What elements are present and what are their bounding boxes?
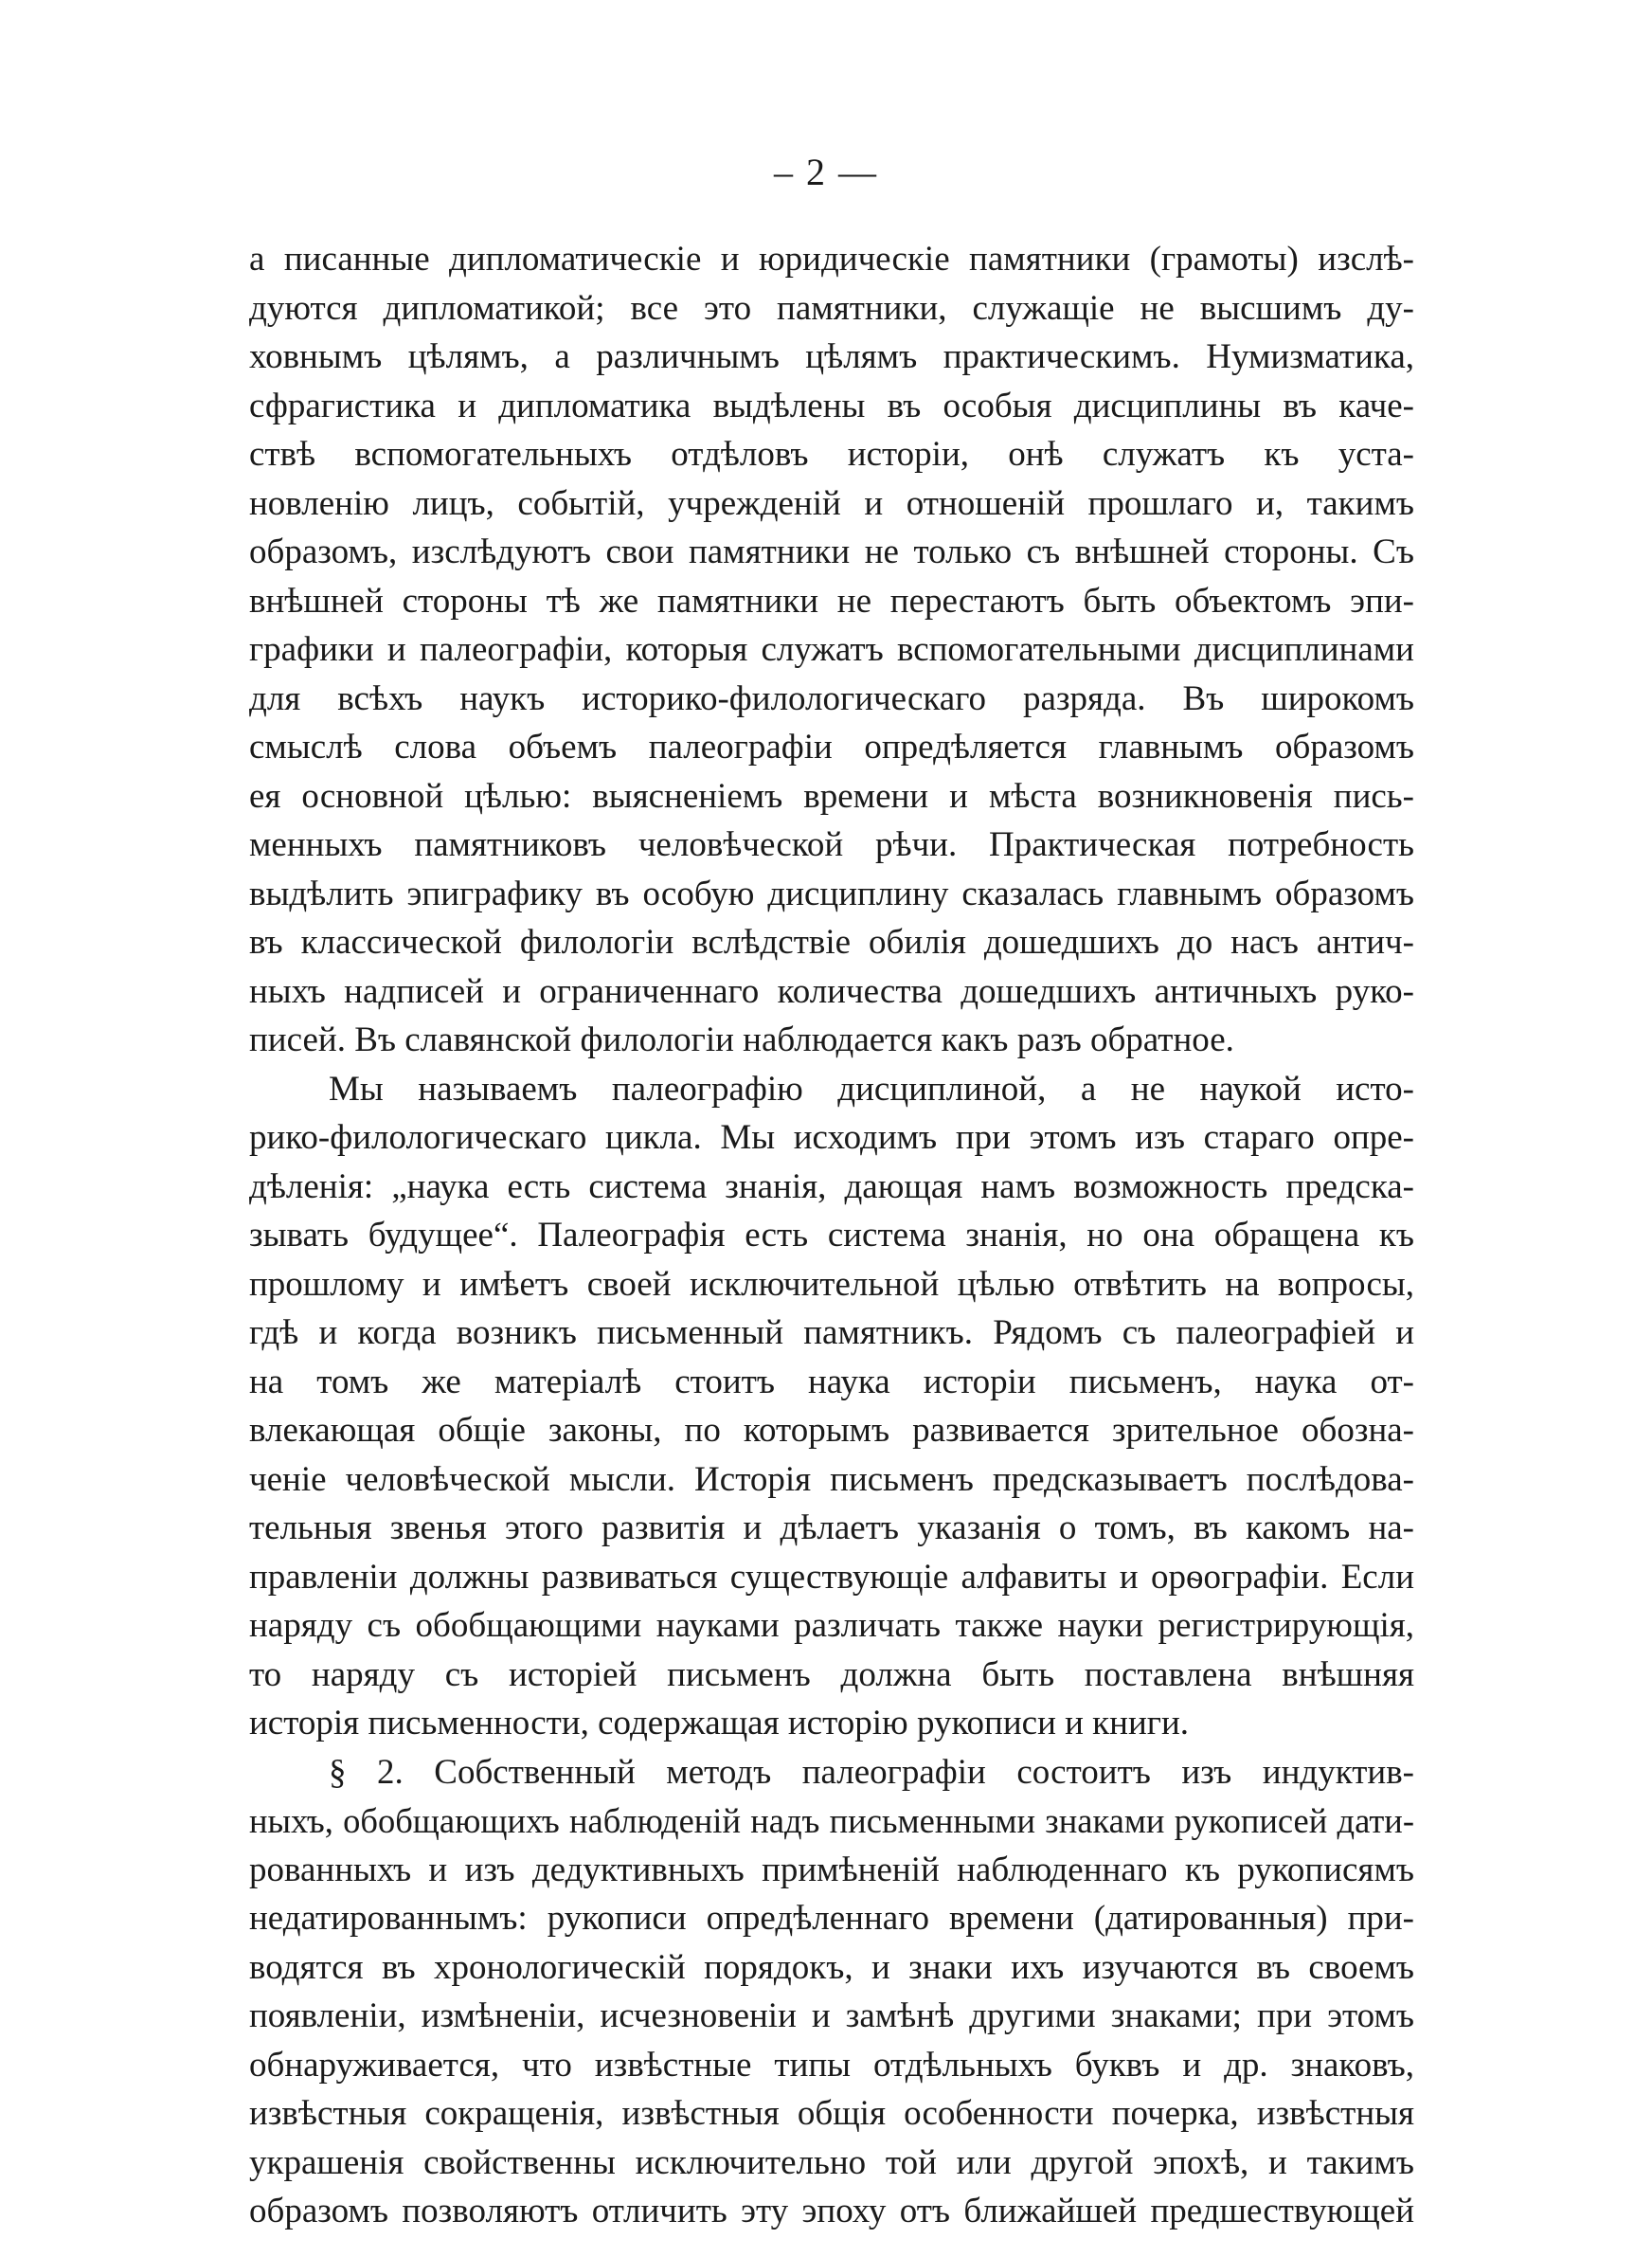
text-line: рованныхъ и изъ дедуктивныхъ примѣненій наблюденнаго къ рукописямъ bbox=[249, 1850, 1414, 1889]
text-line: ховнымъ цѣлямъ, а различнымъ цѣлямъ практическимъ. Нумизматика, bbox=[249, 337, 1414, 376]
paragraph-3 bbox=[249, 1748, 1414, 2236]
paragraph-1 bbox=[249, 235, 1414, 1065]
text-line: дуются дипломатикой; все это памятники, служащіе не высшимъ ду- bbox=[249, 288, 1414, 328]
text-line: ея основной цѣлью: выясненіемъ времени и мѣста возникновенія пись- bbox=[249, 776, 1414, 816]
text-line: внѣшней стороны тѣ же памятники не перестаютъ быть объектомъ эпи- bbox=[249, 581, 1414, 621]
text-line: прошлому и имѣетъ своей исключительной цѣлью отвѣтить на вопросы, bbox=[249, 1264, 1414, 1304]
text-line: менныхъ памятниковъ человѣческой рѣчи. Практическая потребность bbox=[249, 825, 1414, 864]
text-line: § 2. Собственный методъ палеографіи состоитъ изъ индуктив- bbox=[329, 1752, 1414, 1792]
text-line: рико-филологическаго цикла. Мы исходимъ при этомъ изъ стараго опре- bbox=[249, 1118, 1414, 1157]
text-line: образомъ позволяютъ отличить эту эпоху отъ ближайшей предшествующей bbox=[249, 2192, 1414, 2230]
text-line: обнаруживается, что извѣстные типы отдѣльныхъ буквъ и др. знаковъ, bbox=[249, 2045, 1414, 2085]
text-line: водятся въ хронологическій порядокъ, и знаки ихъ изучаются въ своемъ bbox=[249, 1947, 1414, 1987]
text-line: новленію лицъ, событій, учрежденій и отношеній прошлаго и, такимъ bbox=[249, 483, 1414, 523]
page-number: – 2 — bbox=[774, 151, 878, 193]
text-line: Мы называемъ палеографію дисциплиной, а не наукой исто- bbox=[329, 1069, 1414, 1109]
text-line: въ классической филологіи вслѣдствіе обилія дошедшихъ до насъ антич- bbox=[249, 923, 1414, 962]
text-line: на томъ же матеріалѣ стоитъ наука исторіи письменъ, наука от- bbox=[249, 1362, 1414, 1401]
text-line: для всѣхъ наукъ историко-филологическаго разряда. Въ широкомъ bbox=[249, 678, 1414, 718]
text-line: образомъ, изслѣдуютъ свои памятники не только съ внѣшней стороны. Съ bbox=[249, 533, 1414, 571]
text-line: влекающая общіе законы, по которымъ развивается зрительное обозна- bbox=[249, 1411, 1414, 1450]
text-line: сфрагистика и дипломатика выдѣлены въ особыя дисциплины въ каче- bbox=[249, 386, 1414, 425]
text-line: тельныя звенья этого развитія и дѣлаетъ указанія о томъ, въ какомъ на- bbox=[249, 1508, 1414, 1547]
text-line: зывать будущее“. Палеографія есть система знанія, но она обращена къ bbox=[249, 1216, 1414, 1255]
text-line: недатированнымъ: рукописи опредѣленнаго времени (датированныя) при- bbox=[249, 1899, 1414, 1938]
text-line: украшенія свойственны исключительно той или другой эпохѣ, и такимъ bbox=[249, 2142, 1414, 2182]
text-line: исторія письменности, содержащая исторію рукописи и книги. bbox=[249, 1704, 1189, 1742]
text-line: ныхъ, обобщающихъ наблюденій надъ письменными знаками рукописей дати- bbox=[249, 1801, 1414, 1840]
text-line: наряду съ обобщающими науками различать также науки регистрирующія, bbox=[249, 1606, 1414, 1645]
text-line: извѣстныя сокращенія, извѣстныя общія особенности почерка, извѣстныя bbox=[249, 2094, 1414, 2133]
text-line: а писанные дипломатическіе и юридическіе памятники (грамоты) изслѣ- bbox=[249, 240, 1414, 279]
text-line: ченіе человѣческой мысли. Исторія письменъ предсказываетъ послѣдова- bbox=[249, 1459, 1414, 1499]
text-line: появленіи, измѣненіи, исчезновеніи и замѣнѣ другими знаками; при этомъ bbox=[249, 1996, 1414, 2035]
text-line: гдѣ и когда возникъ письменный памятникъ. Рядомъ съ палеографіей и bbox=[249, 1313, 1414, 1352]
text-line: ствѣ вспомогательныхъ отдѣловъ исторіи, онѣ служатъ къ уста- bbox=[249, 435, 1414, 474]
body-text bbox=[249, 235, 1414, 2236]
paragraph-2 bbox=[249, 1065, 1414, 1748]
text-line: ныхъ надписей и ограниченнаго количества дошедшихъ античныхъ руко- bbox=[249, 971, 1414, 1011]
text-line: графики и палеографіи, которыя служатъ вспомогательными дисциплинами bbox=[249, 630, 1414, 669]
text-line: правленіи должны развиваться существующіе алфавиты и орѳографіи. Если bbox=[249, 1557, 1414, 1597]
text-line: дѣленія: „наука есть система знанія, дающая намъ возможность предска- bbox=[249, 1166, 1414, 1206]
text-line: то наряду съ исторіей письменъ должна быть поставлена внѣшняя bbox=[249, 1654, 1414, 1694]
text-line: писей. Въ славянской филологіи наблюдается какъ разъ обратное. bbox=[249, 1020, 1234, 1059]
text-line: выдѣлить эпиграфику въ особую дисциплину сказалась главнымъ образомъ bbox=[249, 874, 1414, 913]
text-line: смыслѣ слова объемъ палеографіи опредѣляется главнымъ образомъ bbox=[249, 728, 1414, 767]
